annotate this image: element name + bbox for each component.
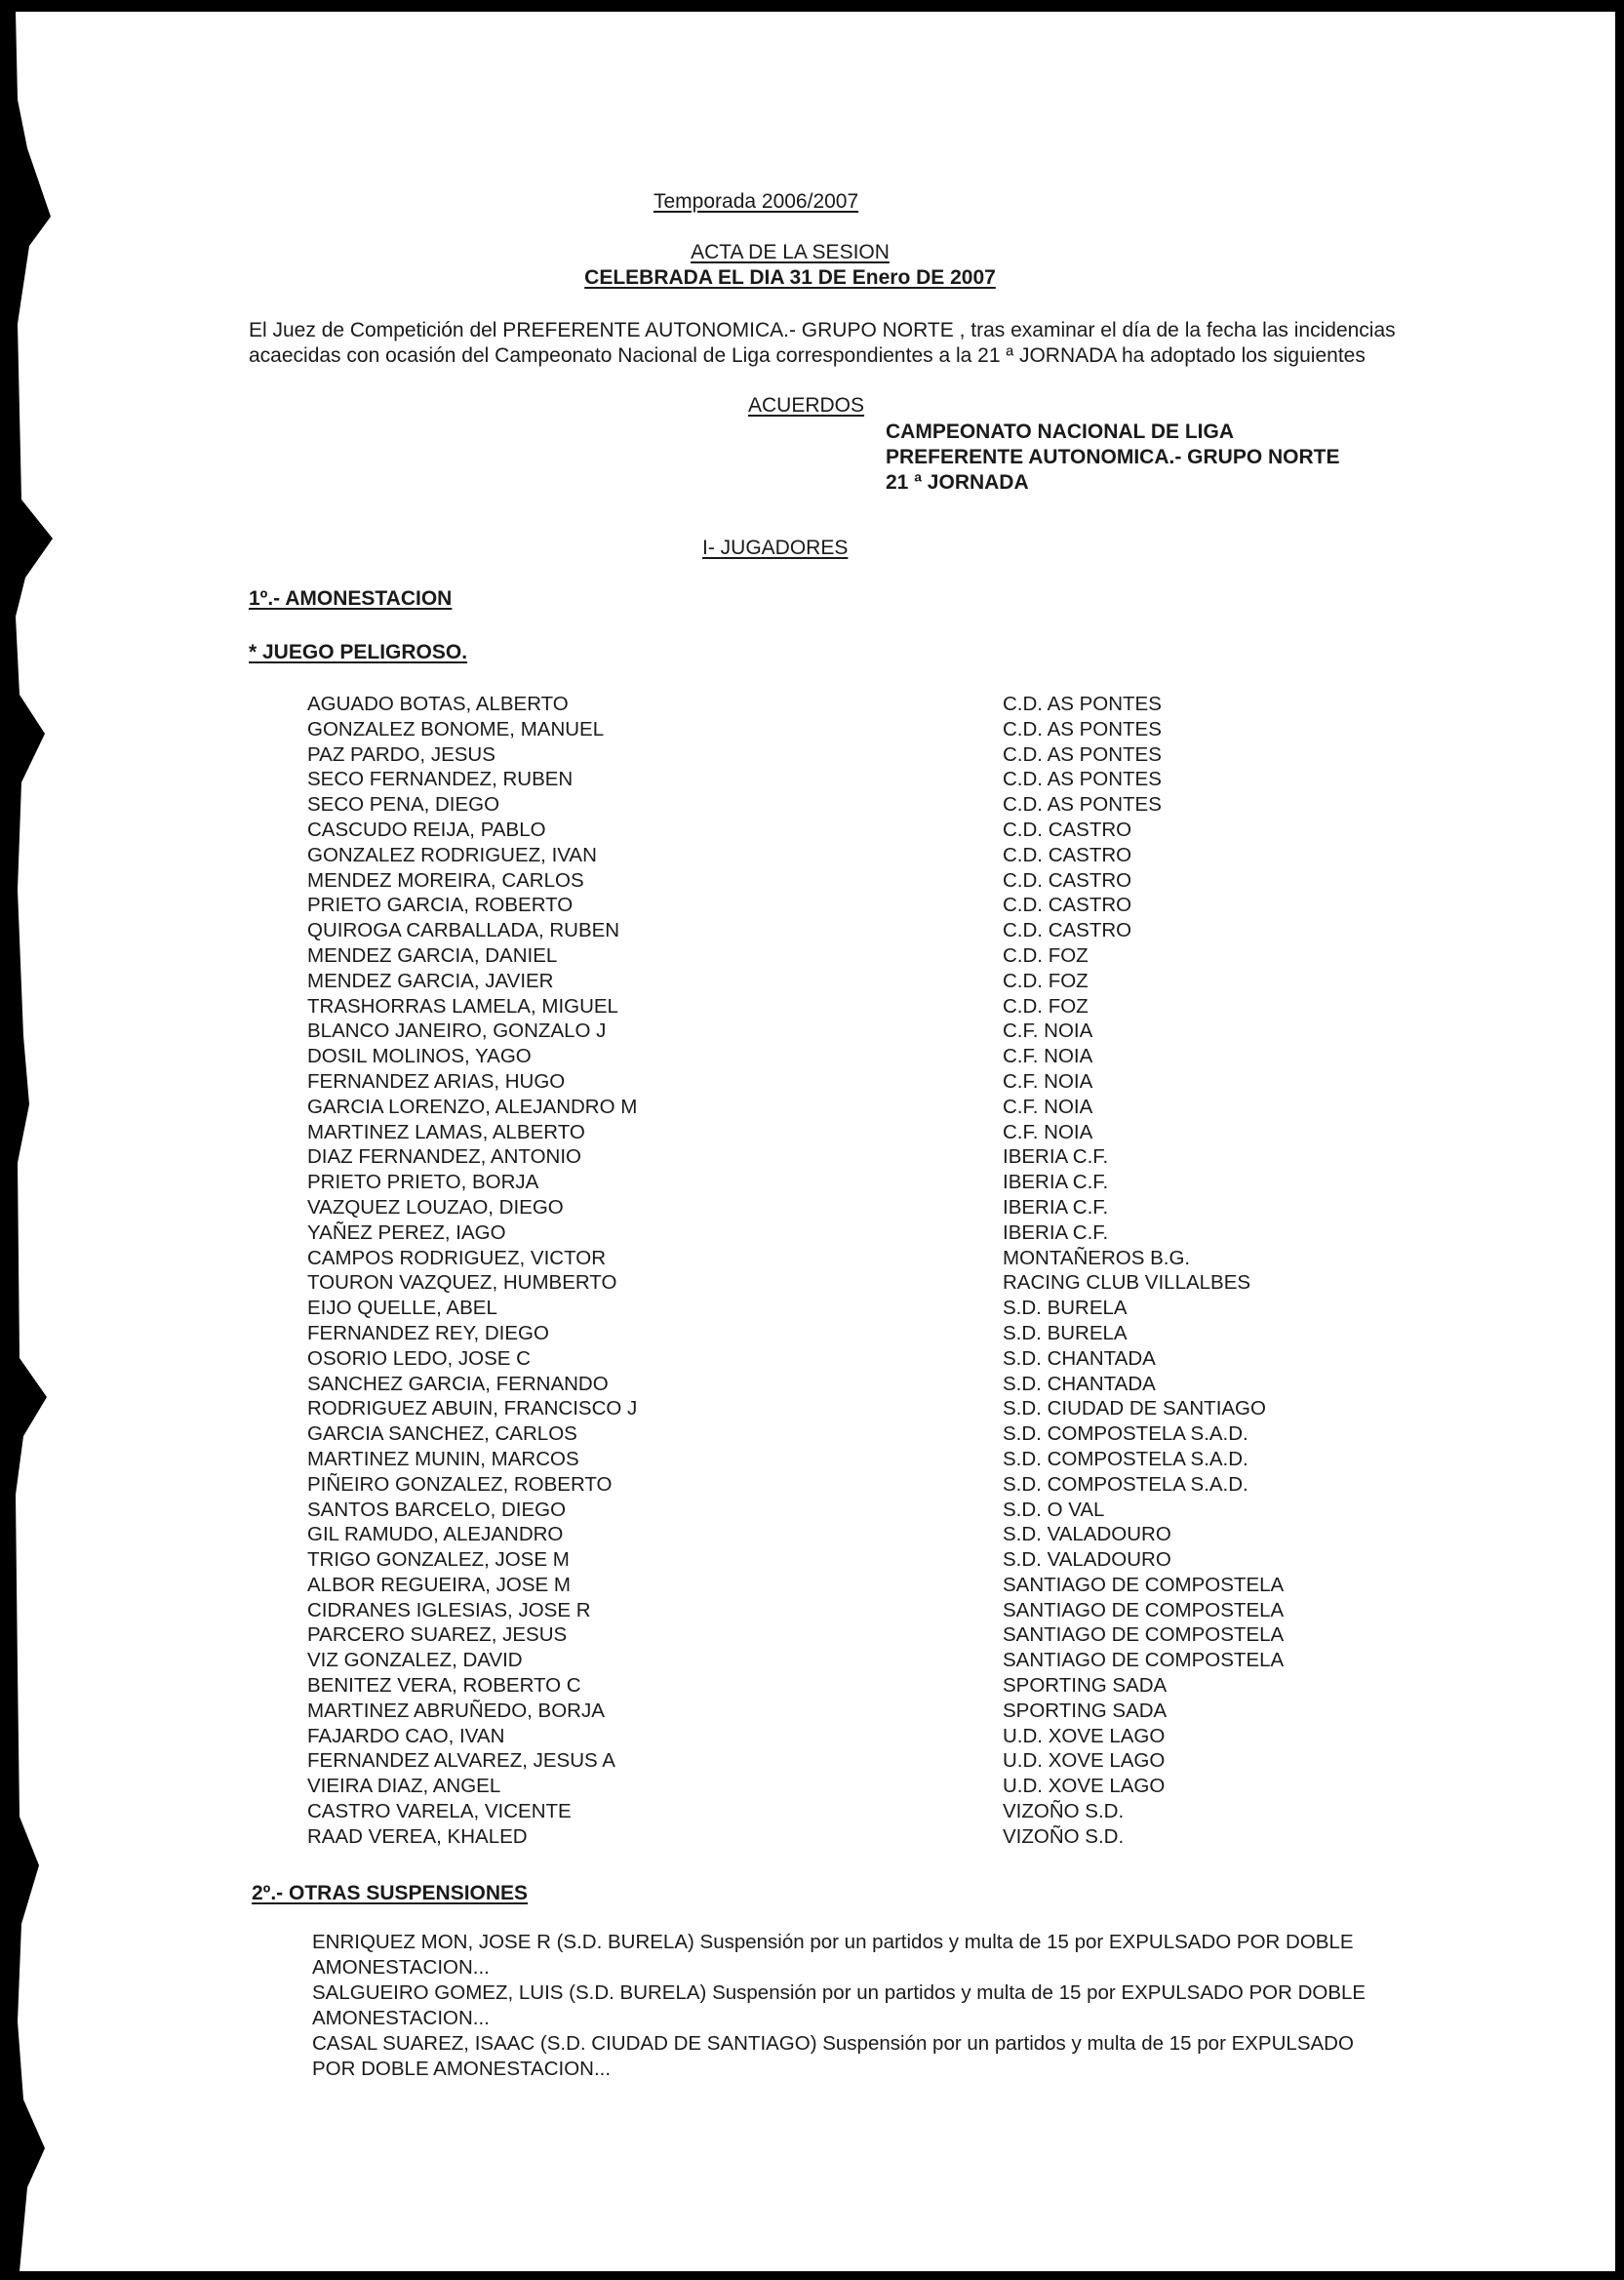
player-name: TRIGO GONZALEZ, JOSE M [307, 1548, 570, 1572]
player-name: CAMPOS RODRIGUEZ, VICTOR [307, 1246, 607, 1269]
list-item [307, 969, 1380, 994]
acta-title: ACTA DE LA SESION [691, 241, 890, 263]
player-club: C.D. CASTRO [1003, 818, 1132, 841]
list-item [307, 767, 1380, 792]
list-item [307, 1372, 1380, 1397]
list-item [307, 1220, 1380, 1246]
season-title: Temporada 2006/2007 [654, 190, 859, 213]
list-item [307, 792, 1380, 818]
player-club: SANTIAGO DE COMPOSTELA [1003, 1598, 1285, 1621]
list-item [307, 1522, 1380, 1547]
player-name: BLANCO JANEIRO, GONZALO J [307, 1020, 607, 1043]
suspension-entry [312, 1980, 1483, 2031]
intro-line: acaecidas con ocasión del Campeonato Nacional de Liga correspondientes a la 21 ª JORNADA ha adoptado los siguientes [249, 344, 1366, 367]
player-club: C.D. CASTRO [1003, 919, 1132, 942]
player-club: S.D. CHANTADA [1003, 1372, 1156, 1395]
player-club: S.D. BURELA [1003, 1297, 1128, 1320]
list-item [307, 1699, 1380, 1724]
player-club: MONTAÑEROS B.G. [1003, 1246, 1191, 1269]
player-name: VIZ GONZALEZ, DAVID [307, 1649, 523, 1672]
juego-peligroso-heading: * JUEGO PELIGROSO. [249, 641, 468, 663]
player-name: GIL RAMUDO, ALEJANDRO [307, 1523, 564, 1546]
player-name: ALBOR REGUEIRA, JOSE M [307, 1573, 571, 1596]
list-item [307, 1069, 1380, 1095]
player-name: FAJARDO CAO, IVAN [307, 1724, 505, 1747]
list-item [307, 1547, 1380, 1573]
player-club: C.D. AS PONTES [1003, 717, 1162, 740]
player-name: VAZQUEZ LOUZAO, DIEGO [307, 1195, 564, 1219]
player-name: GARCIA SANCHEZ, CARLOS [307, 1422, 577, 1446]
competition-line: PREFERENTE AUTONOMICA.- GRUPO NORTE [886, 446, 1340, 468]
list-item [307, 1447, 1380, 1472]
player-club: SANTIAGO DE COMPOSTELA [1003, 1573, 1285, 1596]
player-club: C.F. NOIA [1003, 1069, 1093, 1093]
list-item [307, 692, 1380, 717]
suspension-entry [312, 1930, 1483, 1980]
player-name: FERNANDEZ REY, DIEGO [307, 1321, 549, 1344]
player-club: C.F. NOIA [1003, 1045, 1093, 1068]
player-name: OSORIO LEDO, JOSE C [307, 1346, 531, 1370]
player-name: GONZALEZ RODRIGUEZ, IVAN [307, 843, 597, 866]
list-item [307, 1270, 1380, 1296]
player-club: S.D. VALADOURO [1003, 1523, 1171, 1546]
player-name: DOSIL MOLINOS, YAGO [307, 1045, 532, 1068]
player-name: CASCUDO REIJA, PABLO [307, 818, 546, 841]
player-name: MARTINEZ MUNIN, MARCOS [307, 1447, 579, 1470]
player-club: C.F. NOIA [1003, 1095, 1093, 1118]
list-item [307, 1044, 1380, 1069]
list-item [307, 1346, 1380, 1372]
list-item [307, 818, 1380, 843]
acuerdos-heading: ACUERDOS [748, 394, 865, 417]
suspension-list [312, 1930, 1483, 2082]
player-club: U.D. XOVE LAGO [1003, 1775, 1166, 1798]
player-name: EIJO QUELLE, ABEL [307, 1297, 497, 1320]
list-item [307, 1648, 1380, 1673]
player-club: IBERIA C.F. [1003, 1220, 1109, 1244]
list-item [307, 717, 1380, 742]
player-club: C.D. FOZ [1003, 943, 1089, 967]
player-club: C.F. NOIA [1003, 1020, 1093, 1043]
intro-paragraph [249, 318, 1497, 369]
player-name: YAÑEZ PEREZ, IAGO [307, 1220, 506, 1244]
list-item [307, 1774, 1380, 1799]
player-name: RAAD VEREA, KHALED [307, 1824, 528, 1848]
player-club: S.D. CIUDAD DE SANTIAGO [1003, 1397, 1266, 1420]
suspension-line: SALGUEIRO GOMEZ, LUIS (S.D. BURELA) Suspensión por un partidos y multa de 15 por EXPULSADO POR DOBLE [312, 1981, 1367, 2004]
list-item [307, 1824, 1380, 1850]
player-name: MARTINEZ LAMAS, ALBERTO [307, 1120, 585, 1143]
player-name: FERNANDEZ ARIAS, HUGO [307, 1069, 566, 1093]
player-name: SANTOS BARCELO, DIEGO [307, 1498, 567, 1521]
list-item [307, 1498, 1380, 1523]
player-club: S.D. CHANTADA [1003, 1346, 1156, 1370]
player-name: RODRIGUEZ ABUIN, FRANCISCO J [307, 1397, 638, 1420]
player-name: BENITEZ VERA, ROBERTO C [307, 1674, 581, 1698]
amonestacion-heading: 1º.- AMONESTACION [249, 587, 453, 610]
list-item [307, 868, 1380, 894]
player-name: DIAZ FERNANDEZ, ANTONIO [307, 1145, 581, 1169]
player-club: C.D. FOZ [1003, 994, 1089, 1018]
list-item [307, 918, 1380, 943]
player-club: C.D. AS PONTES [1003, 793, 1162, 817]
list-item [307, 1472, 1380, 1498]
player-club: RACING CLUB VILLALBES [1003, 1271, 1251, 1295]
intro-line: El Juez de Competición del PREFERENTE AUTONOMICA.- GRUPO NORTE , tras examinar el día de la fecha las incidencias [249, 319, 1396, 341]
otras-suspensiones-heading: 2º.- OTRAS SUSPENSIONES [252, 1882, 529, 1904]
suspension-line: POR DOBLE AMONESTACION... [312, 2058, 612, 2080]
player-name: PRIETO GARCIA, ROBERTO [307, 894, 574, 917]
suspension-line: AMONESTACION... [312, 2007, 490, 2029]
player-name: MENDEZ GARCIA, JAVIER [307, 969, 554, 992]
player-name: MENDEZ GARCIA, DANIEL [307, 943, 558, 967]
player-name: GARCIA LORENZO, ALEJANDRO M [307, 1095, 638, 1118]
player-club: U.D. XOVE LAGO [1003, 1749, 1166, 1773]
list-item [307, 994, 1380, 1020]
player-club: C.D. AS PONTES [1003, 768, 1162, 791]
acta-date: CELEBRADA EL DIA 31 DE Enero DE 2007 [584, 266, 996, 289]
player-name: PRIETO PRIETO, BORJA [307, 1171, 539, 1194]
list-item [307, 1019, 1380, 1044]
list-item [307, 1170, 1380, 1195]
list-item [307, 1396, 1380, 1421]
list-item [307, 1195, 1380, 1220]
player-club: S.D. VALADOURO [1003, 1548, 1171, 1572]
player-club: C.D. AS PONTES [1003, 742, 1162, 766]
player-club: S.D. COMPOSTELA S.A.D. [1003, 1447, 1248, 1470]
competition-line: CAMPEONATO NACIONAL DE LIGA [886, 420, 1235, 443]
player-club: S.D. COMPOSTELA S.A.D. [1003, 1472, 1248, 1496]
player-name: AGUADO BOTAS, ALBERTO [307, 693, 569, 715]
list-item [307, 843, 1380, 868]
player-name: QUIROGA CARBALLADA, RUBEN [307, 919, 620, 942]
list-item [307, 943, 1380, 969]
player-name: SECO FERNANDEZ, RUBEN [307, 768, 574, 791]
torn-edge-shape [10, 12, 68, 2271]
player-club: VIZOÑO S.D. [1003, 1824, 1125, 1848]
player-club: IBERIA C.F. [1003, 1145, 1109, 1169]
section-jugadores: I- JUGADORES [702, 537, 849, 559]
player-club: IBERIA C.F. [1003, 1171, 1109, 1194]
player-club: C.F. NOIA [1003, 1120, 1093, 1143]
player-club: C.D. CASTRO [1003, 868, 1132, 892]
list-item [307, 1748, 1380, 1774]
suspension-line: AMONESTACION... [312, 1956, 490, 1979]
document-page [10, 12, 1615, 2271]
player-club: U.D. XOVE LAGO [1003, 1724, 1166, 1747]
player-club: VIZOÑO S.D. [1003, 1800, 1125, 1823]
list-item [307, 1573, 1380, 1598]
player-club: C.D. FOZ [1003, 969, 1089, 992]
list-item [307, 1622, 1380, 1648]
player-name: VIEIRA DIAZ, ANGEL [307, 1775, 501, 1798]
competition-block [886, 420, 1340, 496]
list-item [307, 1144, 1380, 1170]
player-club: S.D. BURELA [1003, 1321, 1128, 1344]
list-item [307, 893, 1380, 918]
player-name: GONZALEZ BONOME, MANUEL [307, 717, 605, 740]
player-name: PARCERO SUAREZ, JESUS [307, 1623, 568, 1647]
list-item [307, 1598, 1380, 1623]
player-club: SPORTING SADA [1003, 1699, 1168, 1722]
player-club: C.D. AS PONTES [1003, 693, 1162, 715]
player-club: S.D. O VAL [1003, 1498, 1105, 1521]
list-item [307, 1724, 1380, 1749]
player-name: MARTINEZ ABRUÑEDO, BORJA [307, 1699, 605, 1722]
suspension-entry [312, 2031, 1483, 2082]
list-item [307, 1321, 1380, 1346]
player-list [307, 692, 1380, 1850]
player-name: CIDRANES IGLESIAS, JOSE R [307, 1598, 591, 1621]
player-name: PIÑEIRO GONZALEZ, ROBERTO [307, 1472, 613, 1496]
player-name: PAZ PARDO, JESUS [307, 742, 495, 766]
player-name: FERNANDEZ ALVAREZ, JESUS A [307, 1749, 615, 1773]
player-name: SECO PENA, DIEGO [307, 793, 500, 817]
player-club: C.D. CASTRO [1003, 843, 1132, 866]
suspension-line: ENRIQUEZ MON, JOSE R (S.D. BURELA) Suspensión por un partidos y multa de 15 por EXPULSADO POR DOBLE [312, 1931, 1354, 1953]
player-name: MENDEZ MOREIRA, CARLOS [307, 868, 584, 892]
player-name: SANCHEZ GARCIA, FERNANDO [307, 1372, 609, 1395]
list-item [307, 1799, 1380, 1824]
list-item [307, 1095, 1380, 1120]
competition-line: 21 ª JORNADA [886, 471, 1029, 494]
list-item [307, 1296, 1380, 1321]
player-club: C.D. CASTRO [1003, 894, 1132, 917]
list-item [307, 1421, 1380, 1447]
player-name: CASTRO VARELA, VICENTE [307, 1800, 572, 1823]
player-name: TOURON VAZQUEZ, HUMBERTO [307, 1271, 617, 1295]
list-item [307, 1120, 1380, 1145]
player-club: SPORTING SADA [1003, 1674, 1168, 1698]
list-item [307, 1673, 1380, 1699]
player-club: SANTIAGO DE COMPOSTELA [1003, 1623, 1285, 1647]
player-club: SANTIAGO DE COMPOSTELA [1003, 1649, 1285, 1672]
player-name: TRASHORRAS LAMELA, MIGUEL [307, 994, 618, 1018]
list-item [307, 742, 1380, 768]
list-item [307, 1246, 1380, 1271]
player-club: IBERIA C.F. [1003, 1195, 1109, 1219]
player-club: S.D. COMPOSTELA S.A.D. [1003, 1422, 1248, 1446]
suspension-line: CASAL SUAREZ, ISAAC (S.D. CIUDAD DE SANTIAGO) Suspensión por un partidos y multa de 15 por EXPULSADO [312, 2032, 1354, 2055]
